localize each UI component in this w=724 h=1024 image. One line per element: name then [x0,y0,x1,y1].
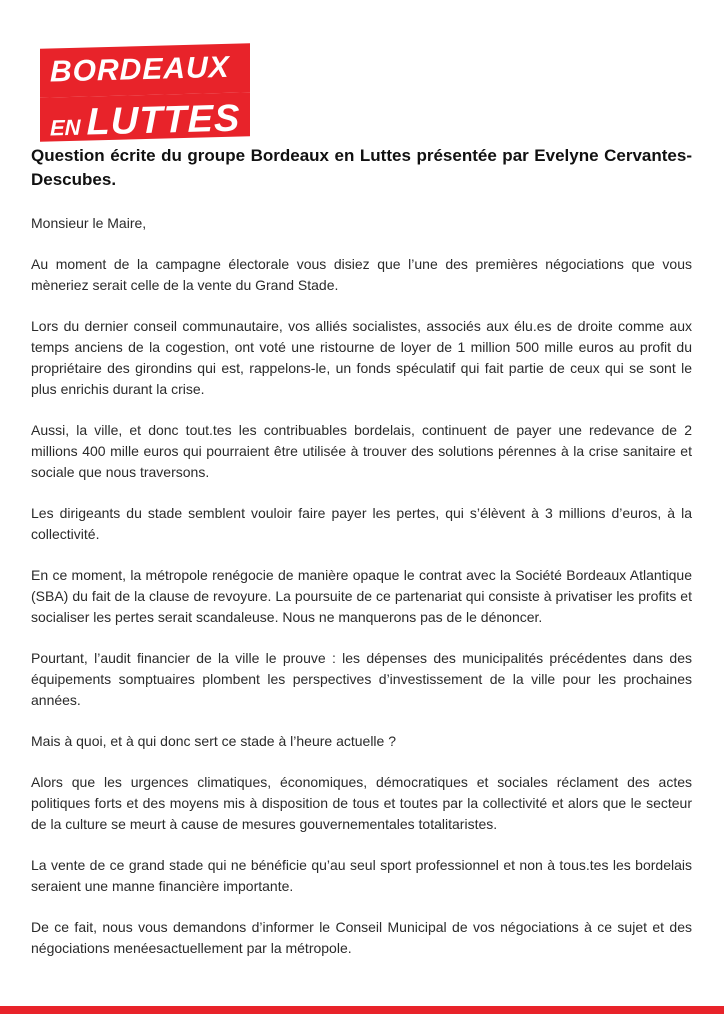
footer-red-bar [0,1006,724,1014]
logo-word-en: EN [50,114,81,141]
paragraph-request: De ce fait, nous vous demandons d’informer le Conseil Municipal de vos négociations à ce sujet et des négociations menéesactuellement par la métropole. [31,919,692,956]
salutation: Monsieur le Maire, [31,215,147,231]
logo-line-1 [40,43,250,97]
bordeaux-en-luttes-logo [40,46,250,144]
document-body [31,213,692,979]
logo-line-2 [40,92,250,144]
logo-word-luttes: LUTTES [86,97,241,144]
paragraph-renegotiation: En ce moment, la métropole renégocie de manière opaque le contrat avec la Société Bordeaux Atlantique (SBA) du fait de la clause de revoyure. La poursuite de ce partenariat qui consiste à privatiser les profits et socialiser les pertes serait scandaleuse. Nous ne manquerons pas de le dénoncer. [31,567,692,625]
paragraph-audit: Pourtant, l’audit financier de la ville le prouve : les dépenses des municipalités précédentes dans des équipements somptuaires plombent les perspectives d’investissement de la ville pour les prochaines années. [31,650,692,708]
paragraph-urgencies: Alors que les urgences climatiques, économiques, démocratiques et sociales réclament des actes politiques forts et des moyens mis à disposition de tous et toutes par la collectivité et alors que le secteur de la culture se meurt à cause de mesures gouvernementales totalitaristes. [31,774,692,832]
paragraph-campaign: Au moment de la campagne électorale vous disiez que l’une des premières négociations que vous mèneriez serait celle de la vente du Grand Stade. [31,256,692,293]
paragraph-fee: Aussi, la ville, et donc tout.tes les contribuables bordelais, continuent de payer une redevance de 2 millions 400 mille euros qui pourraient être utilisée à trouver des solutions pérennes à la crise sanitaire et sociale que nous traversons. [31,422,692,480]
paragraph-losses: Les dirigeants du stade semblent vouloir faire payer les pertes, qui s’élèvent à 3 millions d’euros, à la collectivité. [31,505,692,542]
paragraph-rent-discount: Lors du dernier conseil communautaire, vos alliés socialistes, associés aux élu.es de droite comme aux temps anciens de la cogestion, ont voté une ristourne de loyer de 1 million 500 mille euros au profit du propriétaire des girondins qui est, rappelons-le, un fonds spéculatif qui fait partie de ceux qui se sont le plus enrichis durant la crise. [31,318,692,397]
document-title: Question écrite du groupe Bordeaux en Luttes présentée par Evelyne Cervantes-Descubes. [31,146,692,189]
logo-word-bordeaux: BORDEAUX [50,50,230,89]
paragraph-question: Mais à quoi, et à qui donc sert ce stade à l’heure actuelle ? [31,733,396,749]
paragraph-sale: La vente de ce grand stade qui ne bénéficie qu’au seul sport professionnel et non à tous.tes les bordelais seraient une manne financière importante. [31,857,692,894]
